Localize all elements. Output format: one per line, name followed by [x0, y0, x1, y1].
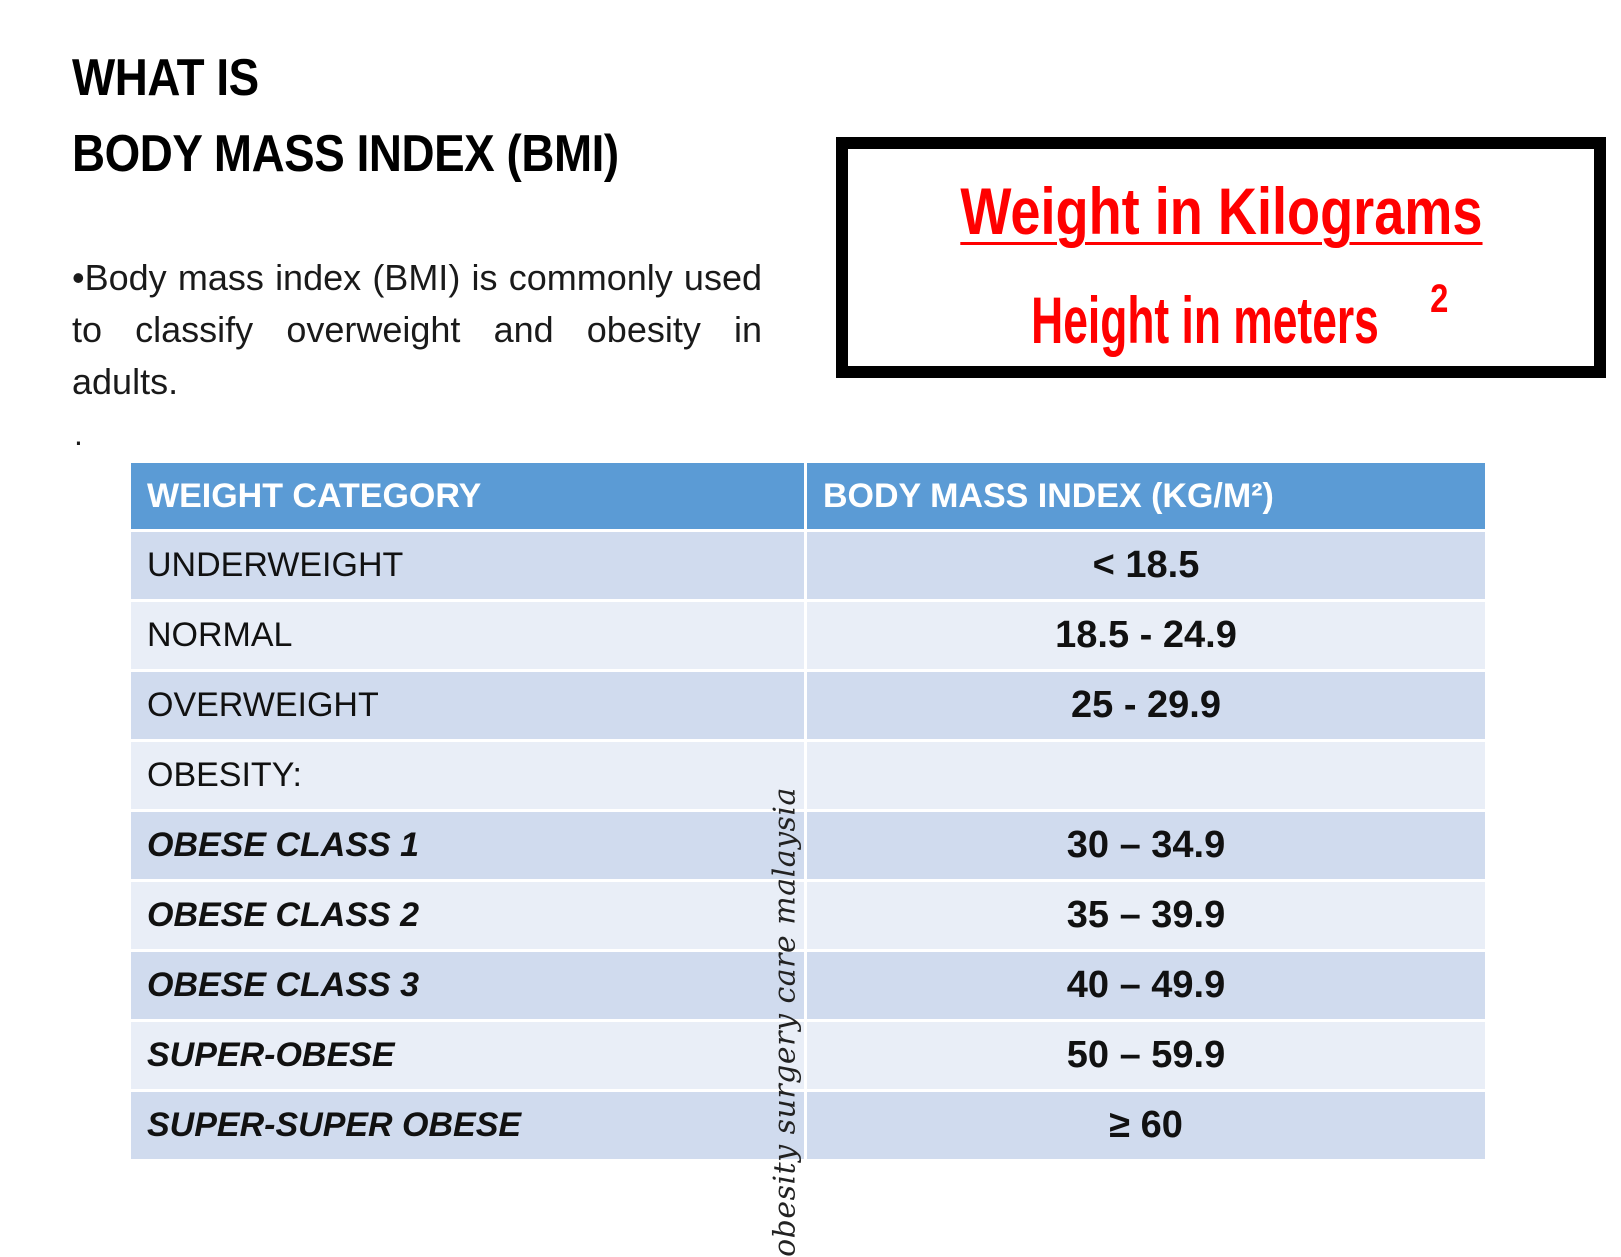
formula-denominator-text: Height in meters — [1031, 283, 1380, 357]
header-bmi: BODY MASS INDEX (KG/M²) — [806, 462, 1487, 531]
category-cell: OVERWEIGHT — [130, 671, 806, 741]
bmi-table — [128, 460, 1488, 1162]
table-row — [130, 1091, 1487, 1161]
table-row — [130, 601, 1487, 671]
formula-denominator — [848, 267, 1594, 360]
table-row — [130, 881, 1487, 951]
bmi-description: •Body mass index (BMI) is commonly used to classify overweight and obesity in adults. — [72, 257, 762, 402]
bmi-value-cell: 50 – 59.9 — [806, 1021, 1487, 1091]
table-row — [130, 1021, 1487, 1091]
bmi-value-cell: 18.5 - 24.9 — [806, 601, 1487, 671]
category-cell: OBESE CLASS 2 — [130, 881, 806, 951]
bmi-value-cell — [806, 741, 1487, 811]
bmi-value-cell: 40 – 49.9 — [806, 951, 1487, 1021]
bmi-value-cell: ≥ 60 — [806, 1091, 1487, 1161]
formula-numerator — [848, 171, 1594, 251]
table-row — [130, 741, 1487, 811]
header-weight-category: WEIGHT CATEGORY — [130, 462, 806, 531]
table-row — [130, 671, 1487, 741]
bmi-value-cell: < 18.5 — [806, 531, 1487, 601]
page-title — [72, 40, 693, 192]
bmi-value-cell: 35 – 39.9 — [806, 881, 1487, 951]
category-cell: OBESITY: — [130, 741, 806, 811]
table-row — [130, 811, 1487, 881]
table-row — [130, 951, 1487, 1021]
table-row — [130, 531, 1487, 601]
category-cell: NORMAL — [130, 601, 806, 671]
title-line-1: WHAT IS — [72, 49, 259, 107]
bmi-value-cell: 30 – 34.9 — [806, 811, 1487, 881]
category-cell: UNDERWEIGHT — [130, 531, 806, 601]
formula-exponent: 2 — [1430, 277, 1449, 321]
category-cell: OBESE CLASS 1 — [130, 811, 806, 881]
bmi-formula-box — [836, 137, 1606, 378]
title-line-2: BODY MASS INDEX (BMI) — [72, 125, 619, 183]
watermark-text: obesity surgery care malaysia — [767, 787, 803, 1257]
formula-numerator-text: Weight in Kilograms — [959, 174, 1483, 248]
category-cell: OBESE CLASS 3 — [130, 951, 806, 1021]
table-header-row — [130, 462, 1487, 531]
category-cell: SUPER-OBESE — [130, 1021, 806, 1091]
bmi-value-cell: 25 - 29.9 — [806, 671, 1487, 741]
stray-dot: . — [74, 416, 83, 452]
category-cell: SUPER-SUPER OBESE — [130, 1091, 806, 1161]
